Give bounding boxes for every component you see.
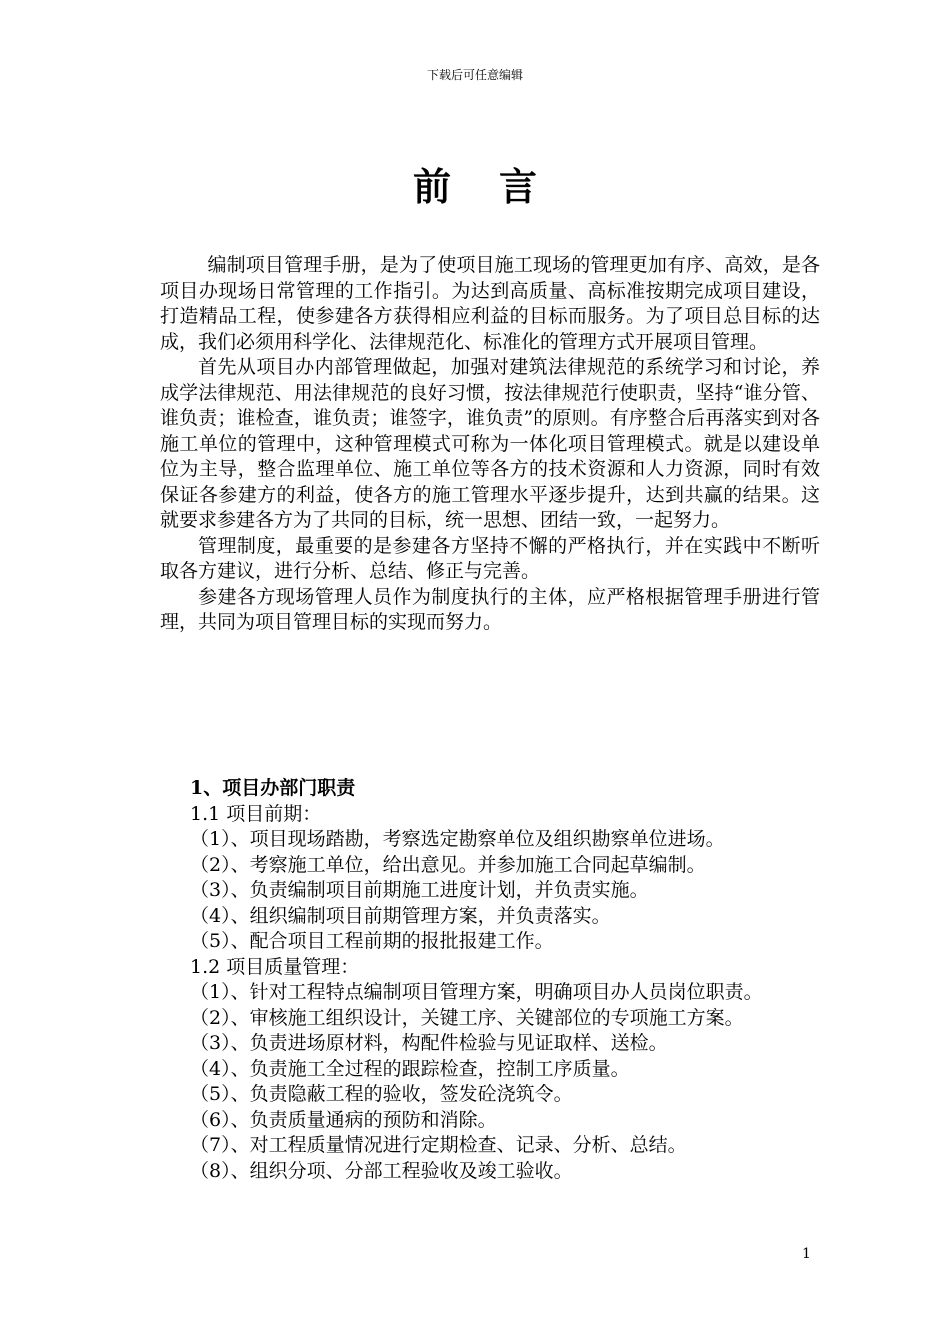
list-item: （2）、考察施工单位，给出意见。并参加施工合同起草编制。 [190, 853, 706, 876]
list-item: （5）、配合项目工程前期的报批报建工作。 [190, 930, 554, 952]
section-heading: 1、项目办部门职责 [190, 777, 356, 799]
preface-body [160, 253, 820, 636]
list-item: （7）、对工程质量情况进行定期检查、记录、分析、总结。 [190, 1134, 687, 1156]
preface-paragraph: 首先从项目办内部管理做起，加强对建筑法律规范的系统学习和讨论，养成学法律规范、用法律规范的良好习惯，按法律规范行使职责，坚持“谁分管、谁负责；谁检查，谁负责；谁签字，谁负责”的原则。有序整合后再落实到对各施工单位的管理中，这种管理模式可称为一体化项目管理模式。就是以建设单位为主导，整合监理单位、施工单位等各方的技术资源和人力资源，同时有效保证各参建方的利益，使各方的施工管理水平逐步提升，达到共赢的结果。这就要求参建各方为了共同的目标，统一思想、团结一致，一起努力。 [160, 356, 820, 531]
subsection-heading: 1.1 项目前期： [190, 802, 322, 825]
page-number: 1 [802, 1246, 811, 1262]
list-item: （4）、负责施工全过程的跟踪检查，控制工序质量。 [190, 1057, 630, 1080]
list-item: （5）、负责隐蔽工程的验收，签发砼浇筑令。 [190, 1083, 573, 1105]
header-note: 下载后可任意编辑 [426, 68, 523, 82]
section-department-duties [144, 776, 824, 1184]
list-item: （2）、审核施工组织设计，关键工序、关键部位的专项施工方案。 [190, 1006, 744, 1029]
list-item: （1）、项目现场踏勘，考察选定勘察单位及组织勘察单位进场。 [190, 828, 725, 850]
preface-paragraph: 管理制度，最重要的是参建各方坚持不懈的严格执行，并在实践中不断听取各方建议，进行分析、总结、修正与完善。 [160, 534, 820, 582]
list-item: （3）、负责进场原材料，构配件检验与见证取样、送检。 [190, 1032, 668, 1054]
list-item: （1）、针对工程特点编制项目管理方案，明确项目办人员岗位职责。 [190, 981, 763, 1003]
page-title: 前言 [412, 164, 585, 209]
list-item: （3）、负责编制项目前期施工进度计划，并负责实施。 [190, 879, 649, 901]
preface-paragraph: 参建各方现场管理人员作为制度执行的主体，应严格根据管理手册进行管理，共同为项目管理目标的实现而努力。 [160, 585, 820, 633]
list-item: （8）、组织分项、分部工程验收及竣工验收。 [190, 1159, 573, 1182]
list-item: （4）、组织编制项目前期管理方案，并负责落实。 [190, 904, 611, 927]
list-item: （6）、负责质量通病的预防和消除。 [190, 1108, 497, 1131]
preface-paragraph: 编制项目管理手册，是为了使项目施工现场的管理更加有序、高效，是各项目办现场日常管理的工作指引。为达到高质量、高标准按期完成项目建设，打造精品工程，使参建各方获得相应利益的目标而服务。为了项目总目标的达成，我们必须用科学化、法律规范化、标准化的管理方式开展项目管理。 [160, 254, 820, 353]
subsection-heading: 1.2 项目质量管理： [190, 955, 360, 978]
